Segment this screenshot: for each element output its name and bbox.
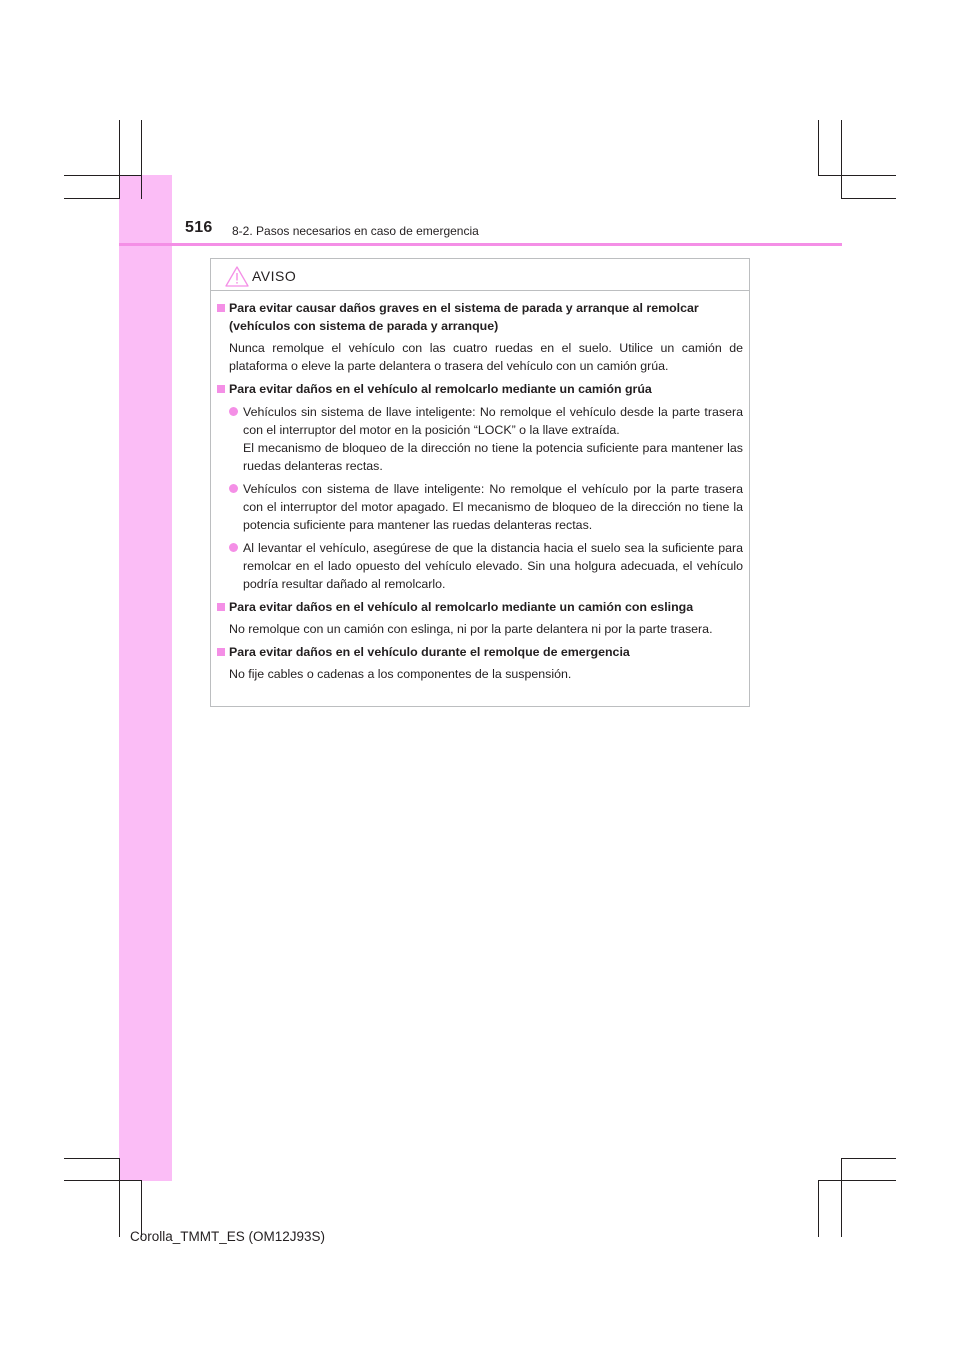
crop-mark <box>64 1180 142 1181</box>
warning-text: No fije cables o cadenas a los componentes de la suspensión. <box>229 667 572 681</box>
warning-bullet <box>217 539 743 593</box>
manual-code-footer: Corolla_TMMT_ES (OM12J93S) <box>130 1229 326 1244</box>
crop-mark <box>141 120 142 199</box>
crop-mark <box>818 1180 896 1181</box>
circle-bullet-icon <box>229 480 243 498</box>
warning-text: Nunca remolque el vehículo con las cuatro ruedas en el suelo. Utilice un camión de plataforma o eleve la parte delantera o trasera del vehículo con un camión grúa. <box>229 341 743 373</box>
aviso-content <box>217 299 743 683</box>
warning-bullet <box>217 480 743 534</box>
warning-triangle-icon <box>225 266 249 287</box>
crop-mark <box>818 175 896 176</box>
aviso-warning-box <box>210 258 750 707</box>
square-bullet-icon <box>217 385 229 393</box>
warning-heading-text: Para evitar daños en el vehículo al remolcarlo mediante un camión grúa <box>229 382 652 396</box>
square-bullet-icon <box>217 648 229 656</box>
warning-heading <box>217 380 743 398</box>
aviso-divider <box>211 290 749 291</box>
crop-mark <box>818 120 819 176</box>
warning-heading <box>217 643 743 661</box>
circle-bullet-icon <box>229 403 243 421</box>
warning-heading <box>217 299 743 335</box>
circle-bullet-icon <box>229 539 243 557</box>
warning-bullet-text <box>243 403 743 475</box>
warning-heading-text: Para evitar daños en el vehículo al remolcarlo mediante un camión con eslinga <box>229 600 694 614</box>
aviso-title: AVISO <box>252 268 297 284</box>
crop-mark <box>841 1158 896 1159</box>
crop-mark <box>119 120 120 199</box>
header-rule <box>119 243 842 246</box>
crop-mark <box>818 1180 819 1237</box>
warning-heading-text: Para evitar daños en el vehículo durante el remolque de emergencia <box>229 645 630 659</box>
crop-mark <box>64 1158 120 1159</box>
section-title: 8-2. Pasos necesarios en caso de emergencia <box>232 224 479 238</box>
warning-bullet <box>217 403 743 475</box>
crop-mark <box>841 1158 842 1237</box>
warning-bullet-text: Vehículos con sistema de llave inteligente: No remolque el vehículo por la parte trasera con el interruptor del motor apagado. El mecanismo de bloqueo de la dirección no tiene la potencia suficiente para mantener las ruedas delanteras rectas. <box>243 482 743 532</box>
crop-mark <box>64 175 142 176</box>
square-bullet-icon <box>217 603 229 611</box>
bullet-line: El mecanismo de bloqueo de la dirección no tiene la potencia suficiente para mantener las ruedas delanteras rectas. <box>243 441 743 473</box>
warning-bullet-text: Al levantar el vehículo, asegúrese de que la distancia hacia el suelo sea la suficiente para remolcar en el lado opuesto del vehículo elevado. Sin una holgura adecuada, el vehículo podría resultar dañado al remolcarlo. <box>243 541 743 591</box>
warning-heading-text: Para evitar causar daños graves en el sistema de parada y arranque al remolcar (vehículos con sistema de parada y arranque) <box>229 301 699 333</box>
bullet-line: Vehículos sin sistema de llave inteligente: No remolque el vehículo desde la parte trasera con el interruptor del motor en la posición “LOCK” o la llave extraída. <box>243 405 743 437</box>
warning-text: No remolque con un camión con eslinga, ni por la parte delantera ni por la parte trasera. <box>229 622 713 636</box>
chapter-side-strip <box>119 175 172 1181</box>
crop-mark <box>64 198 120 199</box>
square-bullet-icon <box>217 304 229 312</box>
crop-mark <box>841 120 842 199</box>
crop-mark <box>119 1158 120 1237</box>
aviso-header <box>225 264 296 288</box>
warning-heading <box>217 598 743 616</box>
page-number: 516 <box>185 219 213 236</box>
crop-mark <box>841 198 896 199</box>
